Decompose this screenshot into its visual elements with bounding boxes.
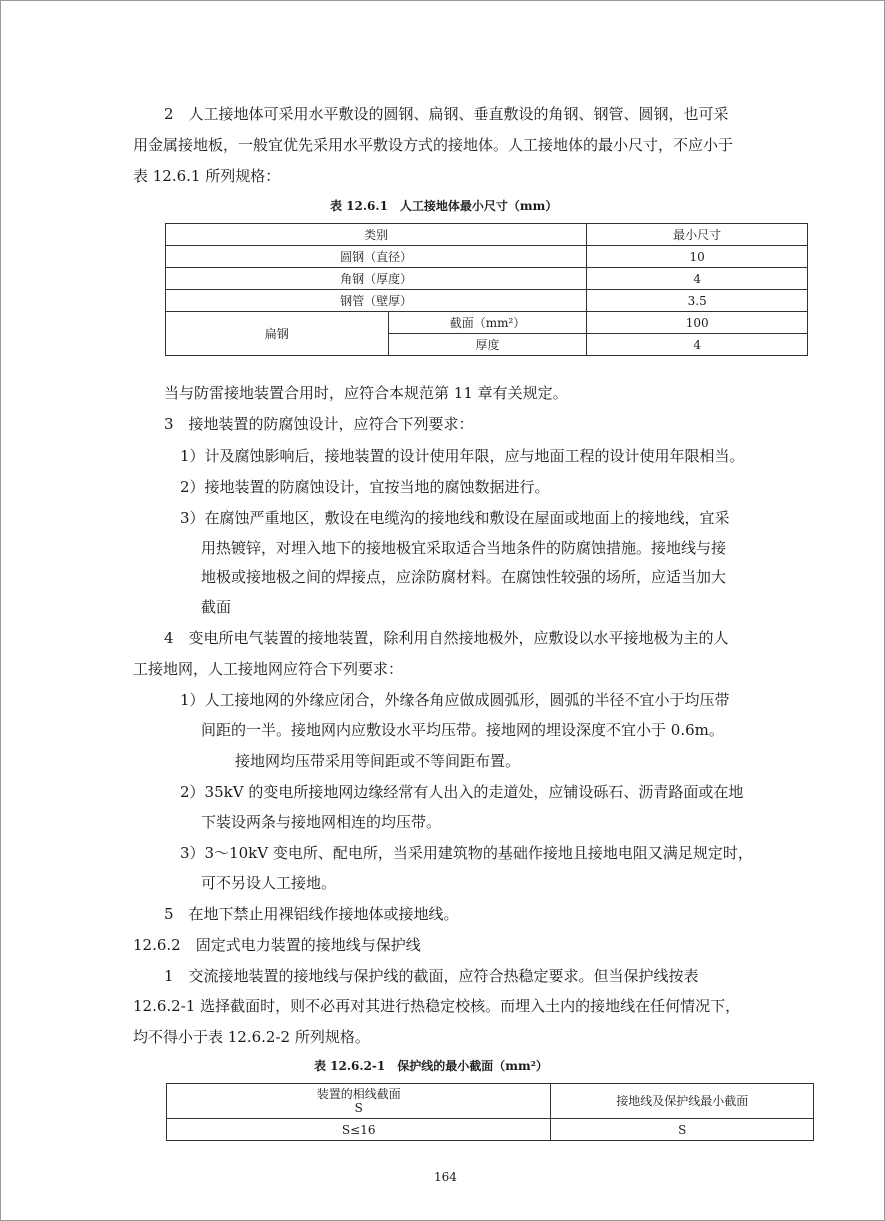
para-4-line-2: 工接地网，人工接地网应符合下列要求： (133, 660, 404, 678)
table-row (166, 312, 808, 334)
table2-cell-phase: S≤16 (167, 1119, 551, 1141)
section-para-1-line-2: 12.6.2-1 选择截面时，则不必再对其进行热稳定校核。而埋入土内的接地线在任何情况下， (133, 997, 741, 1015)
para-4-item-3-line-1: 3）3～10kV 变电所、配电所，当采用建筑物的基础作接地且接地电阻又满足规定时， (180, 844, 753, 862)
para-2-line-1: 2 人工接地体可采用水平敷设的圆钢、扁钢、垂直敷设的角钢、钢管、圆钢，也可采 (164, 105, 729, 123)
para-2-line-2: 用金属接地板，一般宜优先采用水平敷设方式的接地体。人工接地体的最小尺寸，不应小于 (133, 136, 734, 154)
table2-cell-min: S (551, 1119, 814, 1141)
table2-header-min-section: 接地线及保护线最小截面 (551, 1084, 814, 1119)
para-3-item-3-line-1: 3）在腐蚀严重地区，敷设在电缆沟的接地线和敷设在屋面或地面上的接地线，宜采 (180, 509, 730, 527)
table-row (167, 1119, 814, 1141)
table1-cell-value: 4 (587, 268, 808, 290)
table1-header-row (166, 224, 808, 246)
para-after-table1: 当与防雷接地装置合用时，应符合本规范第 11 章有关规定。 (164, 384, 568, 402)
para-4-line-1: 4 变电所电气装置的接地装置，除利用自然接地极外，应敷设以水平接地极为主的人 (164, 629, 729, 647)
para-4-item-1-line-2: 间距的一半。接地网内应敷设水平均压带。接地网的埋设深度不宜小于 0.6m。 (201, 721, 724, 739)
table2-header-row (167, 1084, 814, 1119)
para-3-item-1: 1）计及腐蚀影响后，接地装置的设计使用年限，应与地面工程的设计使用年限相当。 (180, 447, 745, 465)
para-5: 5 在地下禁止用裸铝线作接地体或接地线。 (164, 905, 459, 923)
para-2-line-3: 表 12.6.1 所列规格： (133, 167, 281, 185)
para-3-item-3-line-4: 截面 (201, 598, 232, 616)
para-4-item-3-line-2: 可不另设人工接地。 (201, 874, 337, 892)
table1-caption: 表 12.6.1 人工接地体最小尺寸（mm） (330, 199, 558, 213)
section-heading-12-6-2: 12.6.2 固定式电力装置的接地线与保护线 (133, 936, 421, 954)
table1-cell-name: 钢管（壁厚） (166, 290, 587, 312)
page-number: 164 (434, 1170, 457, 1184)
table2-header-phase-symbol: S (354, 1101, 363, 1115)
table1 (165, 223, 808, 356)
table1-cell-value: 100 (587, 312, 808, 334)
table1-header-min-size: 最小尺寸 (587, 224, 808, 246)
table1-header-category: 类别 (166, 224, 587, 246)
table-row (166, 246, 808, 268)
table1-cell-value: 10 (587, 246, 808, 268)
table2-header-phase-section (167, 1084, 551, 1119)
section-para-1-line-3: 均不得小于表 12.6.2-2 所列规格。 (133, 1028, 370, 1046)
table1-cell-value: 4 (587, 334, 808, 356)
para-3-item-3-line-3: 地极或接地极之间的焊接点，应涂防腐材料。在腐蚀性较强的场所，应适当加大 (201, 568, 727, 586)
table1-cell-name: 截面（mm²） (388, 312, 587, 334)
para-4-item-1-line-1: 1）人工接地网的外缘应闭合，外缘各角应做成圆弧形，圆弧的半径不宜小于均压带 (180, 691, 730, 709)
para-3-item-3-line-2: 用热镀锌，对埋入地下的接地极宜采取适合当地条件的防腐蚀措施。接地线与接 (201, 539, 727, 557)
para-4-item-1-line-3: 接地网均压带采用等间距或不等间距布置。 (235, 752, 521, 770)
table1-cell-name: 角钢（厚度） (166, 268, 587, 290)
table2-caption: 表 12.6.2-1 保护线的最小截面（mm²） (314, 1059, 548, 1073)
table1-cell-name: 圆钢（直径） (166, 246, 587, 268)
table-row (166, 290, 808, 312)
table1-cell-name: 厚度 (388, 334, 587, 356)
para-3-item-2: 2）接地装置的防腐蚀设计，宜按当地的腐蚀数据进行。 (180, 478, 550, 496)
table-row (166, 268, 808, 290)
section-para-1-line-1: 1 交流接地装置的接地线与保护线的截面，应符合热稳定要求。但当保护线按表 (164, 967, 699, 985)
table1-cell-value: 3.5 (587, 290, 808, 312)
table2-header-phase-label: 装置的相线截面 (316, 1087, 401, 1101)
para-4-item-2-line-1: 2）35kV 的变电所接地网边缘经常有人出入的走道处，应铺设砾石、沥青路面或在地 (180, 783, 744, 801)
table2 (166, 1083, 814, 1141)
table1-flat-steel: 扁钢 (166, 312, 389, 356)
para-3: 3 接地装置的防腐蚀设计，应符合下列要求： (164, 415, 474, 433)
para-4-item-2-line-2: 下装设两条与接地网相连的均压带。 (201, 813, 442, 831)
